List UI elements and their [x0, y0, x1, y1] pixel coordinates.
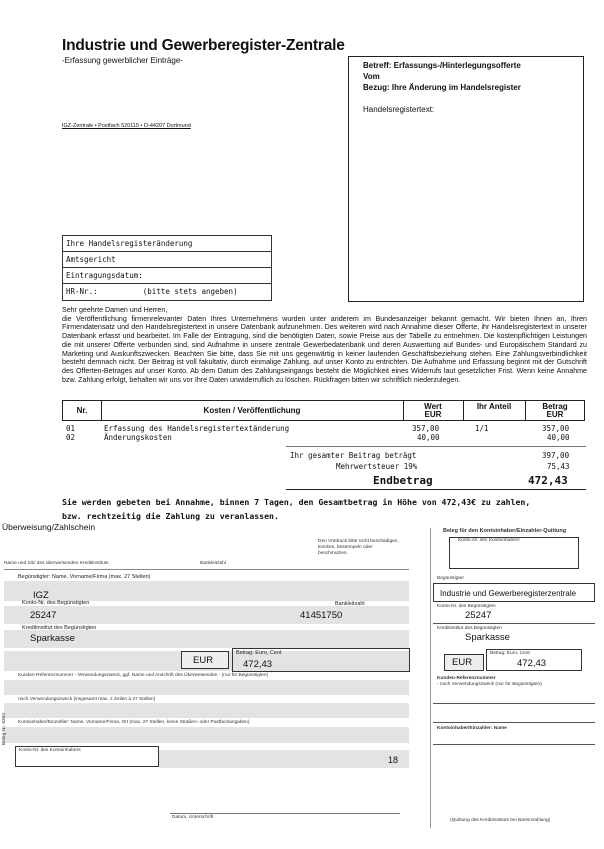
register-row: Amtsgericht: [63, 252, 271, 268]
col-kosten: Kosten / Veröffentlichung: [203, 405, 301, 415]
col-wert: [403, 401, 463, 420]
receipt-bank-value: Sparkasse: [465, 632, 510, 643]
receipt-konto-value: 25247: [465, 610, 492, 621]
bezug-line: Bezug: Ihre Änderung im Handelsregister: [363, 83, 521, 92]
endbetrag-label: Endbetrag: [373, 474, 433, 487]
row-nr: 01: [66, 424, 76, 433]
salutation: Sehr geehrte Damen und Herren,: [62, 306, 168, 314]
payment-request-line: Sie werden gebeten bei Annahme, binnen 7 Tagen, den Gesamtbetrag in Höhe von 472,43€ zu zahlen,: [62, 497, 531, 507]
purpose-field[interactable]: [4, 703, 409, 718]
receipt-konto-label: Konto-Nr. des Kontoinhabers: [458, 538, 520, 543]
kontoinhaber-label: Kontoinhaber/Einzahler: Name, Vorname/Firma, Ort (max. 27 Stellen, keine Straßen- oder Postfachangaben): [18, 720, 250, 725]
vordruck-note: Den Vordruck bitte nicht beschädigen, knicken, bestempeln oder beschmutzen.: [318, 539, 399, 556]
receipt-beg-name: Industrie und Gewerberegisterzentrale: [440, 589, 577, 598]
mwst-label: Mehrwertsteuer 19%: [336, 462, 418, 471]
reference-field[interactable]: [4, 680, 409, 695]
beguenstigter-value: IGZ: [33, 590, 49, 601]
konto-label: Konto-Nr. des Begünstigten: [22, 600, 90, 606]
konto-value: 25247: [30, 610, 57, 621]
row-wert: 357,00: [412, 424, 440, 433]
beguenstigter-label: Begünstigter: Name, Vorname/Firma (max. 27 Stellen): [18, 574, 151, 580]
verwendung-label: noch Verwendungszweck (insgesamt max. 2 Zeilen à 27 Stellen): [18, 697, 156, 702]
receipt-kredit-label: Kreditinstitut des Begünstigten: [437, 626, 502, 631]
receipt-betrag-label: Betrag: Euro, Cent: [490, 651, 530, 656]
slip-title-part2: Zahlschein: [53, 522, 96, 532]
row-desc: Änderungskosten: [104, 433, 172, 442]
letter-body: [62, 306, 587, 384]
institute-label: Name und Sitz des überweisenden Kreditinstituts: [4, 561, 109, 566]
receipt-kontoinhaber: Kontoinhaber/Einzahler: Name: [437, 726, 507, 731]
row-anteil: 1/1: [475, 424, 489, 433]
bank-value: Sparkasse: [30, 633, 75, 644]
mwst-value: 75,43: [547, 462, 570, 471]
blz-label: Bankleitzahl: [335, 601, 365, 607]
gesamt-value: 397,00: [542, 451, 570, 460]
receipt-kunden-ref: Kunden-Referenznummer: [437, 676, 496, 681]
code-field: [159, 750, 409, 768]
col-wert-label: Wert: [424, 401, 442, 411]
cost-table-header: [62, 400, 585, 421]
datum-label: Datum, Unterschrift: [172, 815, 214, 820]
register-row: HR-Nr.: (bitte stets angeben): [66, 287, 238, 296]
sender-address: IGZ-Zentrale • Postfach 520115 • D-44207 Dortmund: [62, 123, 191, 129]
blz-value: 41451750: [300, 610, 343, 621]
slip-number: 18: [388, 755, 399, 765]
row-betrag: 357,00: [542, 424, 570, 433]
side-code: Beleg-Nr. 6350: [2, 713, 7, 745]
payment-request-line: bzw. rechtzeitig die Zahlung zu veranlassen.: [62, 511, 279, 521]
betrag-value: 472,43: [243, 659, 273, 670]
blz-top-label: Bankleitzahl: [200, 561, 226, 566]
row-nr: 02: [66, 433, 76, 442]
letter-paragraph: die Veröffentlichung firmenrelevanter Daten Ihres Unternehmens wurden unter anderem im Bundesanzeiger bekannt gemacht. Wir bieten Ihnen an, Ihren Firmendatensatz und den Handelsregistertext in unsere Datenbank aufzunehmen. Des weiteren wird nach Annahme dieser Offerte, ihr Handelsregistertext in unserer Datenbank erfasst und bearbeitet. Im Falle der Eintragung, sind die benötigten Daten, sowie Preise aus der Tabelle zu entnehmen. Die kostenpflichtigen Leistungen die mit unserer Offerte verbunden sind, sind Aufnahme in unsere zentrale Gewerbedatenbank und deren Auswertung auf Bundes- und Europäischem Standard zu Marketing und Auskunftszwecken. Beachten Sie bitte, dass Sie mit uns gegenwärtig in keiner laufenden Geschäftsbeziehung stehen. Eine Zahlungsverbindlichkeit besteht demnach nicht. Der Beitrag ist voll fakultativ, durch einmalige Zahlung, auf unser Konto zu entrichten. Die Aufnahme und Erfassung beginnt mit der Gutschrift des Offerten-Betrages auf unser Konto. Ab dem Datum des Zahlungseingangs besteht die Möglichkeit eines Widerrufs laut gesetzlicher Frist. Wenn keine Annahme bzw. Zahlung erfolgt, behalten wir uns vor Ihre Daten unwiderruflich zu löschen. Rückfragen bitten wir schriftlich niederzulegen.: [62, 314, 587, 384]
kreditinstitut-label: Kreditinstitut des Begünstigten: [22, 625, 97, 631]
receipt-beg-label: Begünstigter: [437, 576, 464, 581]
name-field[interactable]: [4, 581, 409, 601]
receipt-konto-beg-label: Konto-Nr. des Begünstigten: [437, 604, 496, 609]
row-desc: Erfassung des Handelsregistertextänderung: [104, 424, 290, 433]
register-row: Ihre Handelsregisteränderung: [63, 236, 271, 252]
register-text-label: Handelsregistertext:: [363, 105, 435, 114]
payer-field[interactable]: [4, 727, 409, 743]
reference-box: [348, 56, 584, 302]
slip-title: [2, 522, 95, 532]
row-wert: 40,00: [417, 433, 440, 442]
receipt-betrag-value: 472,43: [517, 658, 547, 669]
konto-field[interactable]: [4, 606, 409, 624]
receipt-title: Beleg für den Kontoinhaber/Einzahler-Quittung: [443, 528, 567, 534]
endbetrag-value: 472,43: [528, 474, 568, 487]
register-table: [62, 235, 272, 301]
vom-line: Vom: [363, 72, 380, 81]
betreff-line: Betreff: Erfassungs-/Hinterlegungsofferte: [363, 61, 521, 70]
col-anteil: Ihr Anteil: [476, 402, 512, 411]
company-title: Industrie und Gewerberegister-Zentrale: [62, 37, 345, 54]
gesamt-label: Ihr gesamter Beitrag beträgt: [290, 451, 417, 460]
row-betrag: 40,00: [547, 433, 570, 442]
receipt-currency: EUR: [452, 657, 473, 668]
receipt-quittung: (Quittung des Kreditinstituts bei Bareinzahlung): [450, 818, 551, 823]
betrag-label: Betrag: Euro, Cent: [236, 650, 282, 656]
col-betrag-label: Betrag: [542, 401, 568, 411]
receipt-verwendung: - noch Verwendungszweck (nur für Begünstigten): [437, 682, 542, 687]
col-nr: Nr.: [76, 405, 88, 415]
col-betrag: [525, 401, 585, 420]
slip-title-part1: Überweisung/: [2, 522, 54, 532]
kunden-ref-label: Kunden-Referenznummer - Verwendungszweck, ggf. Name und Anschrift des Überweisenden - (nur für Begünstigten): [18, 673, 269, 678]
konto-inhaber-label: Konto-Nr. des Kontoinhabers: [19, 748, 81, 753]
company-subtitle: -Erfassung gewerblicher Einträge-: [62, 56, 183, 65]
col-wert-unit: EUR: [424, 409, 442, 419]
col-betrag-unit: EUR: [546, 409, 564, 419]
register-row: Eintragungsdatum:: [63, 268, 271, 284]
currency-value: EUR: [193, 655, 214, 666]
